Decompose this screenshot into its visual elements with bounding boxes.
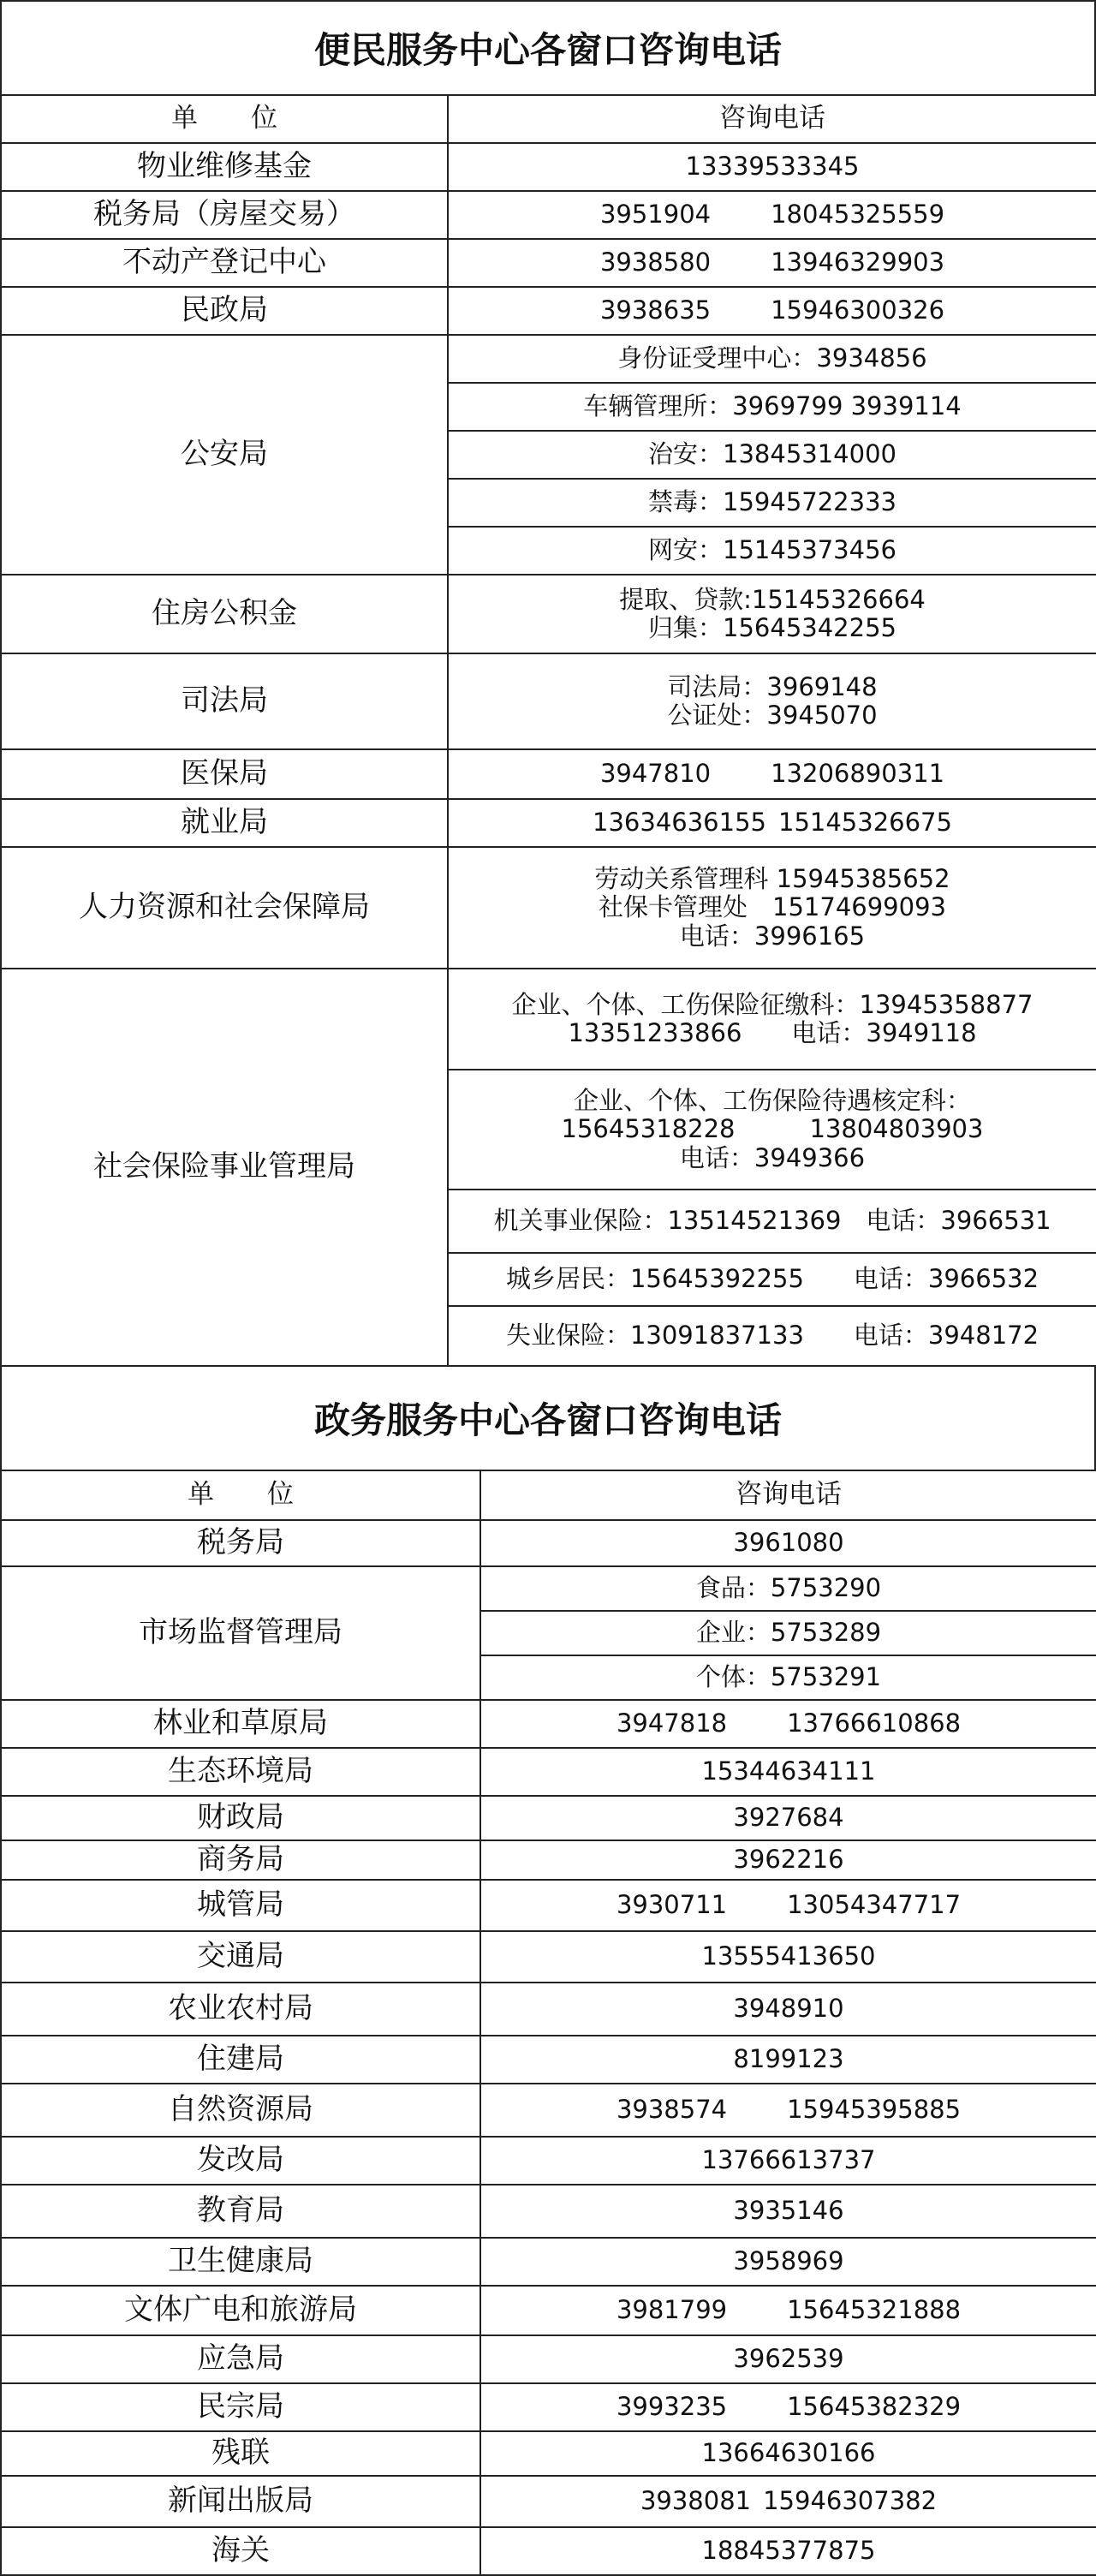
unit-cell: 人力资源和社会保障局 [1,847,448,969]
phone-number: 3938574 [616,2095,728,2125]
phone-number: 13766613737 [701,2145,876,2175]
unit-cell: 物业维修基金 [1,143,448,191]
unit-cell: 应急局 [1,2335,480,2383]
phone-number: 15645321888 [787,2295,962,2325]
table-row [1,2383,1096,2431]
phone-cell: 城乡居民：15645392255 电话：3966532 [448,1253,1096,1306]
unit-cell: 发改局 [1,2137,480,2185]
table-row [1,799,1096,847]
table-row [1,1931,1096,1983]
phone-number: 15946307382 [763,2486,938,2516]
phone-line: 企业、个体、工伤保险待遇核定科： [573,1085,971,1115]
unit-cell: 自然资源局 [1,2084,480,2137]
phone-cell [480,2185,1096,2238]
unit-cell: 残联 [1,2431,480,2476]
phone-cell [480,2238,1096,2286]
phone-cell [448,575,1096,653]
phone-cell [480,2527,1096,2575]
table-row [1,749,1096,799]
phone-number: 8199123 [733,2044,844,2074]
unit-cell: 海关 [1,2527,480,2575]
unit-cell: 民宗局 [1,2383,480,2431]
unit-cell: 市场监督管理局 [1,1566,480,1700]
phone-cell [480,1983,1096,2036]
section2-title: 政务服务中心各窗口咨询电话 [0,1367,1096,1470]
phone-number: 3961080 [733,1528,844,1558]
phone-line: 劳动关系管理科 15945385652 [594,863,950,893]
table-row [1,2335,1096,2383]
phone-cell [480,1931,1096,1983]
header-unit: 单 位 [1,1470,480,1520]
unit-cell: 不动产登记中心 [1,239,448,287]
phone-cell [480,2335,1096,2383]
phone-number: 13946329903 [771,247,945,277]
phone-number: 13634636155 [593,808,766,838]
section1-table [0,94,1096,1367]
header-phone: 咨询电话 [480,1470,1096,1520]
table-row [1,653,1096,749]
phone-cell [448,653,1096,749]
unit-cell: 就业局 [1,799,448,847]
phone-cell [448,799,1096,847]
table-header-row [1,95,1096,143]
phone-cell: 治安：13845314000 [448,431,1096,479]
phone-number: 3947818 [616,1708,728,1738]
table-row [1,287,1096,335]
phone-line: 公证处：3945070 [667,701,878,730]
table-row [1,2185,1096,2238]
phone-cell [480,2036,1096,2084]
phone-line: 企业、个体、工伤保险征缴科：13945358877 [511,989,1033,1019]
unit-cell: 新闻出版局 [1,2476,480,2527]
phone-cell [480,1840,1096,1880]
phone-line: 归集：15645342255 [648,613,896,642]
table-row [1,847,1096,969]
phone-cell [448,847,1096,969]
phone-number: 15645382329 [787,2392,962,2422]
phone-number: 13054347717 [787,1890,962,1920]
phone-number: 3958969 [733,2246,844,2276]
phone-cell [448,969,1096,1070]
phone-number: 13766610868 [787,1708,962,1738]
phone-cell [448,287,1096,335]
phone-number: 13664630166 [701,2438,876,2468]
phone-number: 15344634111 [701,1756,876,1786]
phone-cell [480,2476,1096,2527]
unit-cell: 税务局（房屋交易） [1,191,448,239]
table-row [1,575,1096,653]
phone-line: 13351233866 电话：3949118 [568,1018,977,1047]
table-row [1,1880,1096,1931]
unit-cell: 司法局 [1,653,448,749]
phone-line: 社保卡管理处 15174699093 [599,892,946,922]
phone-number: 3927684 [733,1803,844,1833]
phone-number: 13339533345 [685,152,860,182]
unit-cell: 民政局 [1,287,448,335]
phone-number: 3938081 [640,2486,752,2516]
phone-number: 3948910 [733,1994,844,2024]
phone-line: 提取、贷款:15145326664 [619,584,926,614]
unit-cell: 交通局 [1,1931,480,1983]
phone-number: 3935146 [733,2196,844,2226]
unit-cell: 医保局 [1,749,448,799]
phone-number: 15945395885 [787,2095,962,2125]
table-row [1,335,1096,383]
phone-line: 15645318228 13804803903 [561,1114,984,1144]
table-row [1,143,1096,191]
table-row [1,2238,1096,2286]
unit-cell: 商务局 [1,1840,480,1880]
table-row [1,2036,1096,2084]
phone-number: 13206890311 [771,759,945,789]
phone-line: 司法局：3969148 [667,671,878,701]
table-row [1,1983,1096,2036]
phone-cell [480,1880,1096,1931]
table-row [1,1566,1096,1611]
header-phone: 咨询电话 [448,95,1096,143]
unit-cell: 住房公积金 [1,575,448,653]
phone-cell: 车辆管理所：3969799 3939114 [448,383,1096,431]
phone-cell [480,2431,1096,2476]
phone-cell: 禁毒：15945722333 [448,479,1096,527]
phone-cell [480,2084,1096,2137]
phone-cell [480,1796,1096,1840]
phone-cell [480,1748,1096,1796]
phone-cell: 失业保险：13091837133 电话：3948172 [448,1306,1096,1366]
phone-number: 3951904 [599,200,712,230]
phone-line: 电话：3996165 [679,921,866,951]
table-row [1,2527,1096,2575]
phone-number: 13555413650 [701,1941,876,1971]
unit-cell: 城管局 [1,1880,480,1931]
phone-cell [480,1700,1096,1748]
unit-cell: 税务局 [1,1520,480,1566]
unit-cell: 公安局 [1,335,448,575]
unit-cell: 文体广电和旅游局 [1,2286,480,2335]
phone-number: 15946300326 [771,295,945,325]
phone-number: 18045325559 [771,200,945,230]
unit-cell: 农业农村局 [1,1983,480,2036]
phone-number: 3993235 [616,2392,728,2422]
section1-title: 便民服务中心各窗口咨询电话 [0,0,1096,94]
phone-cell: 个体：5753291 [480,1655,1096,1700]
phone-cell [448,239,1096,287]
header-unit: 单 位 [1,95,448,143]
phone-number: 15145326675 [778,808,952,838]
unit-cell: 财政局 [1,1796,480,1840]
phone-number: 3962216 [733,1845,844,1875]
unit-cell: 住建局 [1,2036,480,2084]
table-row [1,969,1096,1070]
phone-number: 18845377875 [701,2536,876,2566]
phone-cell: 企业：5753289 [480,1611,1096,1655]
table-header-row [1,1470,1096,1520]
phone-cell: 网安：15145373456 [448,527,1096,575]
unit-cell: 生态环境局 [1,1748,480,1796]
phone-cell: 机关事业保险：13514521369 电话：3966531 [448,1190,1096,1253]
phone-number: 3947810 [599,759,712,789]
phone-cell: 食品：5753290 [480,1566,1096,1611]
table-row [1,2286,1096,2335]
section2-table [0,1470,1096,2576]
phone-cell: 身份证受理中心：3934856 [448,335,1096,383]
phone-line: 电话：3949366 [679,1142,866,1172]
table-row [1,2431,1096,2476]
unit-cell: 林业和草原局 [1,1700,480,1748]
phone-cell [480,2286,1096,2335]
phone-number: 3981799 [616,2295,728,2325]
phone-cell [480,1520,1096,1566]
phone-cell [448,1070,1096,1190]
table-row [1,2084,1096,2137]
phone-cell [448,143,1096,191]
table-row [1,1840,1096,1880]
table-row [1,2137,1096,2185]
table-row [1,1520,1096,1566]
table-row [1,1748,1096,1796]
phone-cell [448,191,1096,239]
phone-number: 3938635 [599,295,712,325]
table-row [1,1700,1096,1748]
table-row [1,1796,1096,1840]
unit-cell: 教育局 [1,2185,480,2238]
phone-cell [480,2383,1096,2431]
phone-number: 3938580 [599,247,712,277]
table-row [1,239,1096,287]
phone-cell [448,749,1096,799]
phone-number: 3930711 [616,1890,728,1920]
table-row [1,2476,1096,2527]
unit-cell: 社会保险事业管理局 [1,969,448,1366]
unit-cell: 卫生健康局 [1,2238,480,2286]
table-row [1,191,1096,239]
phone-number: 3962539 [733,2344,844,2374]
phone-cell [480,2137,1096,2185]
